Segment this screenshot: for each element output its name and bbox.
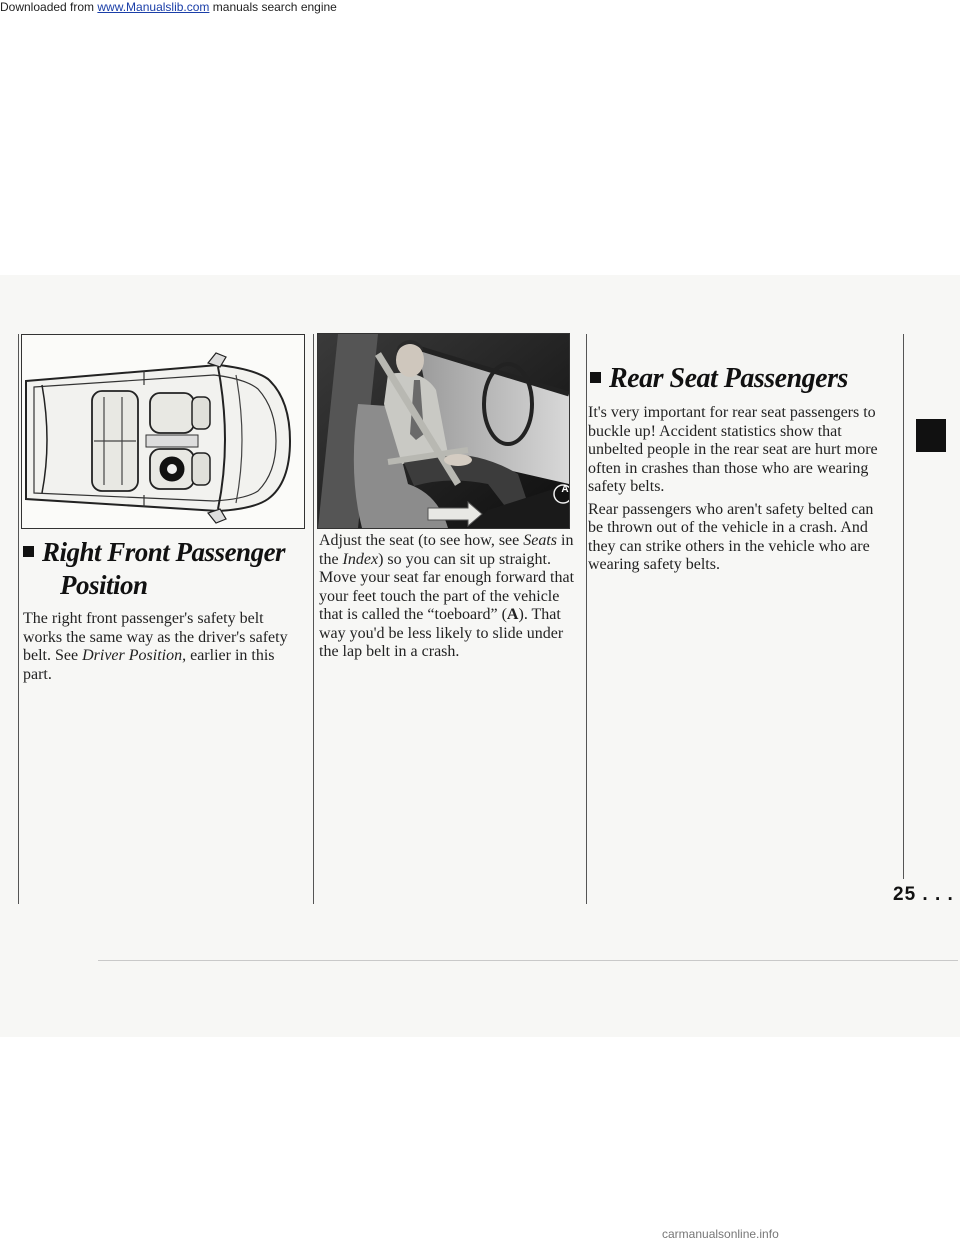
column-rule-mid-2 bbox=[586, 334, 587, 904]
banner-suffix: manuals search engine bbox=[209, 0, 337, 14]
footer-watermark: carmanualsonline.info bbox=[662, 1227, 779, 1241]
toeboard-paragraph bbox=[319, 532, 581, 666]
section-thumb-tab bbox=[916, 419, 946, 452]
heading-text: Rear Seat Passengers bbox=[609, 363, 848, 394]
rear-seat-text bbox=[588, 404, 878, 579]
para-text: Adjust the seat (to see how, see bbox=[319, 532, 524, 549]
figure-label-a: A bbox=[561, 484, 569, 495]
heading-bullet bbox=[590, 372, 601, 383]
right-front-paragraph bbox=[23, 610, 303, 688]
para-reference-link: Seats bbox=[523, 532, 558, 549]
banner-prefix: Downloaded from bbox=[0, 0, 98, 14]
passenger-seat-photo bbox=[317, 333, 570, 529]
rear-seat-paragraph-1: It's very important for rear seat passengers to buckle up! Accident statistics show that unbelted people in the rear seat are hurt more often in crashes than those who are wearing safety belts. bbox=[588, 404, 878, 495]
footer-rule bbox=[98, 960, 958, 961]
para-label-ref: A bbox=[506, 606, 519, 623]
heading-line2: Position bbox=[60, 570, 148, 600]
para-text: ) so you can sit up straight. Move your seat far enough forward that your feet touch the part of the vehicle that is called the “toeboard” ( bbox=[319, 550, 575, 623]
para-reference-link: Index bbox=[342, 550, 379, 568]
para-text: , earlier in this part. bbox=[23, 647, 275, 683]
para-reference-link: Driver Position bbox=[82, 647, 183, 664]
column-rule-right bbox=[903, 334, 904, 879]
page-number: 25 . . . bbox=[893, 884, 954, 905]
rear-seat-paragraph-2: Rear passengers who aren't safety belted can be thrown out of the vehicle in a crash. And they can strike others in the vehicle who are wearing safety belts. bbox=[588, 500, 874, 573]
download-banner bbox=[0, 0, 960, 14]
para-text: in the bbox=[319, 532, 574, 568]
seated-passenger-illustration bbox=[318, 334, 569, 528]
column-rule-mid-1 bbox=[313, 334, 314, 904]
section-heading-right-front bbox=[23, 536, 308, 602]
car-top-view-illustration bbox=[22, 335, 304, 528]
column-rule-left bbox=[18, 334, 19, 904]
para-text: The right front passenger's safety belt works the same way as the driver's safety belt. See bbox=[23, 610, 288, 664]
manualslib-link[interactable]: www.Manualslib.com bbox=[97, 0, 210, 14]
car-top-view-figure bbox=[21, 334, 305, 529]
section-heading-rear-seat bbox=[590, 362, 900, 396]
para-text: ). That way you'd be less likely to slide under the lap belt in a crash. bbox=[319, 606, 564, 660]
heading-bullet bbox=[23, 546, 34, 557]
heading-line1: Right Front Passenger bbox=[42, 537, 286, 567]
